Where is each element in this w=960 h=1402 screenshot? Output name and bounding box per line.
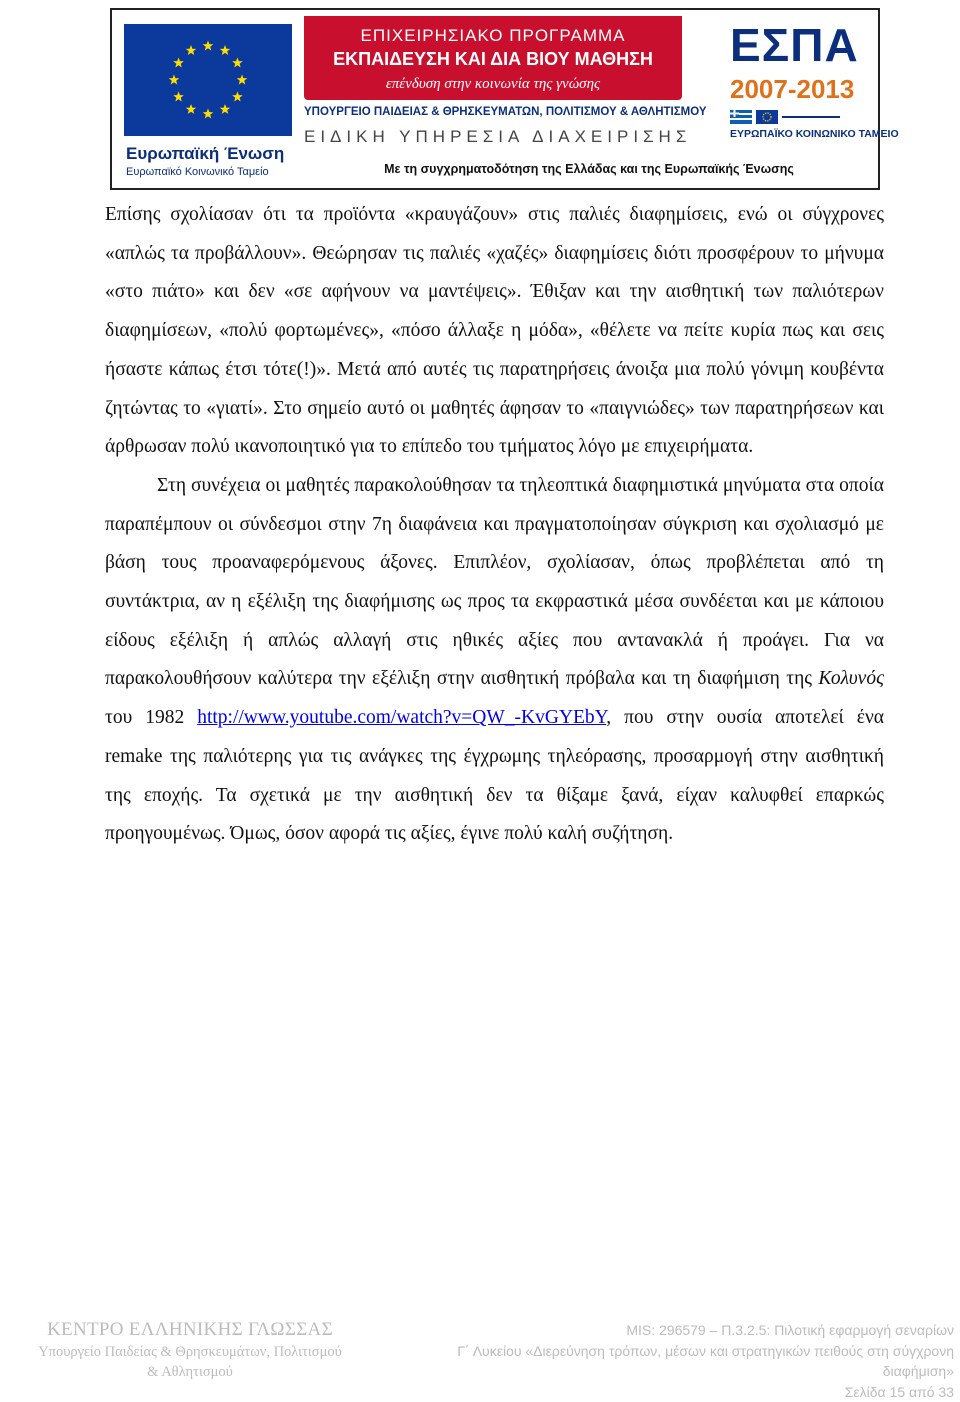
agency-name: ΕΙΔΙΚΗ ΥΠΗΡΕΣΙΑ ΔΙΑΧΕΙΡΙΣΗΣ — [304, 127, 682, 147]
eu-flag-icon — [124, 24, 292, 136]
paragraph-2-year: του 1982 — [105, 707, 197, 728]
program-line1: ΕΠΙΧΕΙΡΗΣΙΑΚΟ ΠΡΟΓΡΑΜΜΑ — [304, 26, 682, 46]
eu-title: Ευρωπαϊκή Ένωση — [126, 144, 284, 164]
footer-scenario-end: διαφήμιση» — [394, 1361, 954, 1382]
footer-right — [394, 1320, 954, 1402]
youtube-link[interactable]: http://www.youtube.com/watch?v=QW_-KvGYEbY — [197, 707, 606, 728]
footer-scenario: Γ΄ Λυκείου «Διερεύνηση τρόπων, μέσων και στρατηγικών πειθούς στη σύγχρονη — [394, 1341, 954, 1362]
espa-logo — [700, 18, 872, 158]
paragraph-1: Επίσης σχολίασαν ότι τα προϊόντα «κραυγάζουν» στις παλιές διαφημίσεις, ενώ οι σύγχρονες «απλώς τα προβάλλουν». Θεώρησαν τις παλιές «χαζές» διαφημίσεις διότι προσφέρουν το μήνυμα «στο πιάτο» και δεν «σε αφήνουν να μαντέψεις». Έθιξαν και την αισθητική των παλιότερων διαφημίσεων, «πολύ φορτωμένες», «πόσο άλλαξε η μόδα», «θέλετε να πείτε κυρία πως και σεις ήσαστε κάπως έτσι τότε(!)». Μετά από αυτές τις παρατηρήσεις άνοιξα μια πολύ γόνιμη κουβέντα ζητώντας το «γιατί». Στο σημείο αυτό οι μαθητές άφησαν το «παιγνιώδες» των παρατηρήσεων και άρθρωσαν πολύ ικανοποιητικό για το επίπεδο του τμήματος λόγο με επιχειρήματα. — [105, 196, 884, 467]
footer-ministry-2: & Αθλητισμού — [0, 1362, 380, 1382]
espa-fund: ΕΥΡΩΠΑΪΚΟ ΚΟΙΝΩΝΙΚΟ ΤΑΜΕΙΟ — [730, 128, 899, 140]
footer-mis: MIS: 296579 – Π.3.2.5: Πιλοτική εφαρμογή σεναρίων — [394, 1320, 954, 1341]
eu-subtitle: Ευρωπαϊκό Κοινωνικό Ταμείο — [126, 166, 269, 178]
cofunding-text: Με τη συγχρηματοδότηση της Ελλάδας και της Ευρωπαϊκής Ένωσης — [304, 162, 874, 176]
flags-icon — [730, 110, 840, 124]
program-logo — [304, 10, 684, 160]
espa-years: 2007-2013 — [730, 74, 854, 105]
header-banner — [110, 8, 880, 190]
paragraph-2-end: , που στην ουσία αποτελεί ένα remake της παλιότερης για τις ανάγκες της έγχρωμης τηλεόρασης, προσαρμογή στην αισθητική της εποχής. Τα σχετικά με την αισθητική δεν τα θίξαμε ξανά, είχαν καλυφθεί επαρκώς προηγουμένως. Όμως, όσον αφορά τις αξίες, έγινε πολύ καλή συζήτηση. — [105, 707, 884, 844]
footer-left — [0, 1318, 380, 1382]
brand-name: Κολυνός — [818, 668, 884, 689]
footer-ministry-1: Υπουργείο Παιδείας & Θρησκευμάτων, Πολιτισμού — [0, 1342, 380, 1362]
paragraph-2-text: Στη συνέχεια οι μαθητές παρακολούθησαν τα τηλεοπτικά διαφημιστικά μηνύματα στα οποία παραπέμπουν οι σύνδεσμοι στην 7η διαφάνεια και πραγματοποίησαν σύγκριση και σχολιασμό με βάση τους προαναφερόμενους άξονες. Επιπλέον, σχολίασαν, όπως προβλέπεται από τη συντάκτρια, αν η εξέλιξη της διαφήμισης ως προς τα εκφραστικά μέσα συνδέεται και με κάποιου είδους εξέλιξη ή απλώς αλλαγή στις ηθικές αξίες που αντανακλά ή προάγει. Για να παρακολουθήσουν καλύτερα την εξέλιξη στην αισθητική πρόβαλα και τη διαφήμιση της — [105, 475, 884, 690]
ministry-name: ΥΠΟΥΡΓΕΙΟ ΠΑΙΔΕΙΑΣ & ΘΡΗΣΚΕΥΜΑΤΩΝ, ΠΟΛΙΤΙΣΜΟΥ & ΑΘΛΗΤΙΣΜΟΥ — [304, 106, 682, 118]
eu-logo — [124, 24, 294, 184]
program-line3: επένδυση στην κοινωνία της γνώσης — [304, 76, 682, 93]
document-body — [105, 196, 884, 854]
program-banner — [304, 16, 682, 100]
paragraph-2 — [105, 467, 884, 854]
page-number: Σελίδα 15 από 33 — [394, 1382, 954, 1402]
espa-title: ΕΣΠΑ — [730, 18, 859, 72]
program-line2: ΕΚΠΑΙΔΕΥΣΗ ΚΑΙ ΔΙΑ ΒΙΟΥ ΜΑΘΗΣΗ — [304, 49, 682, 70]
footer-org: ΚΕΝΤΡΟ ΕΛΛΗΝΙΚΗΣ ΓΛΩΣΣΑΣ — [0, 1318, 380, 1342]
